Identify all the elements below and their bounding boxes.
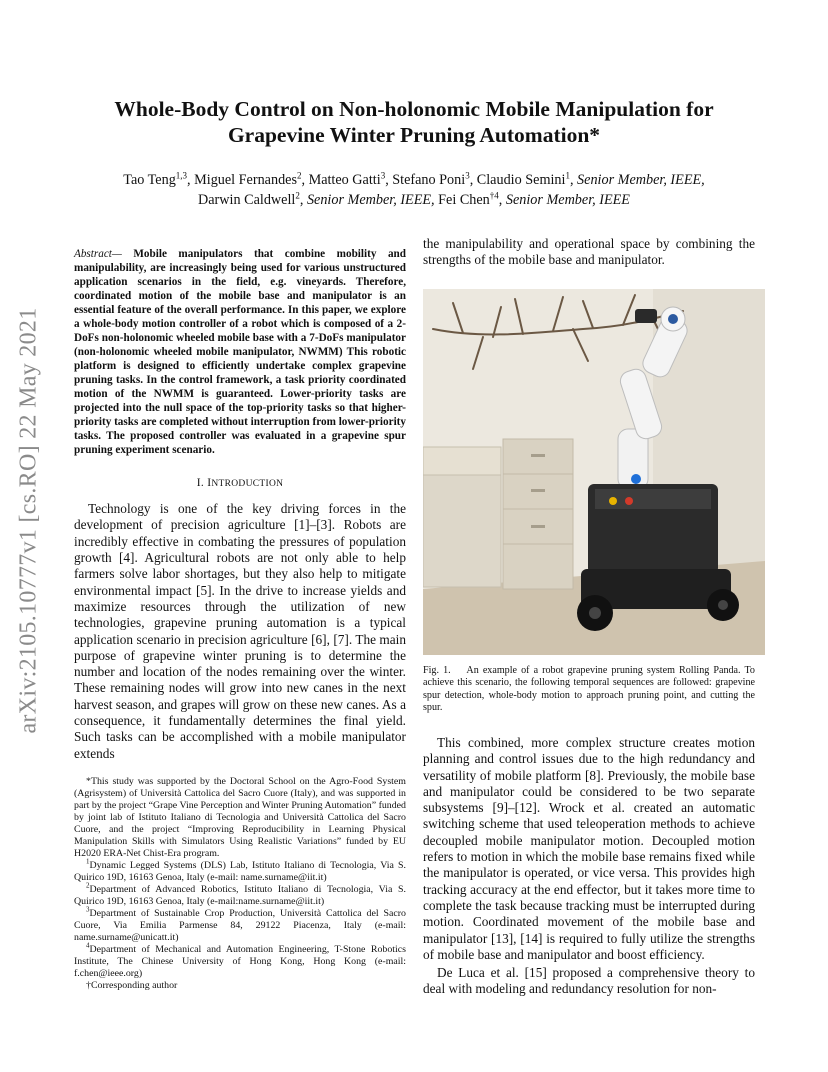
footnote-text: Department of Mechanical and Automation Engineering, T-Stone Robotics Institute, The Chinese University of Hong Kong, Hong Kong (e-mail: f.chen@ieee.org) — [74, 943, 406, 979]
robot-pruning-photo — [423, 289, 765, 655]
section-heading-rest: NTRODUCTION — [211, 479, 284, 490]
footnote-text: Department of Advanced Robotics, Istituto Italiano di Tecnologia, Via S. Quirico 19D, 16163 Genoa, Italy (e-mail:name.surname@iit.it) — [74, 883, 406, 907]
paragraph-de-luca: De Luca et al. [15] proposed a comprehensive theory to deal with modeling and redundancy resolution for non- — [423, 965, 755, 997]
affiliation-mark: 3 — [465, 170, 470, 181]
affiliation-mark: 3 — [380, 170, 386, 181]
affiliation-mark: †4 — [489, 190, 499, 201]
footnote-mark: 2 — [86, 881, 90, 890]
footnote-text: Dynamic Legged Systems (DLS) Lab, Istituto Italiano di Tecnologia, Via S. Quirico 19D, 16163 Genoa, Italy (e-mail: name.surname@iit.it) — [74, 859, 406, 883]
author-role: Senior Member, IEEE, — [577, 172, 705, 188]
arxiv-stamp — [14, 280, 44, 760]
abstract-lead: Abstract— — [74, 248, 122, 261]
intro-paragraph: Technology is one of the key driving forces in the development of precision agriculture [1]–[3]. Robots are incredibly effective in combating the pressures of population growth [4]. Agricultural robots are not only able to help farmers solve labor shortages, but they also help to mitigate environmental impact [5]. In the drive to increase yields and maximize resources through the utilization of new technologies, grapevine pruning automation is a typical application scenario in precision agriculture [6], [7]. The main purpose of grapevine winter pruning is to determine the number and location of the nodes remaining over the winter. These remaining nodes will grow into new canes in the next harvest season, and grapes will grow on these new canes. As a consequence, it fundamentally determines the final yield. Such tasks can be accomplished with a mobile manipulator extends — [74, 501, 406, 761]
author-role: Senior Member, IEEE, — [306, 192, 435, 208]
right-body — [423, 735, 755, 998]
footnote-mark: 4 — [86, 941, 90, 950]
left-column — [74, 236, 406, 992]
paper-title — [60, 96, 768, 148]
section-number: I. — [196, 477, 208, 490]
authors-line-1: Tao Teng$^{1,3}$, Miguel Fernandes$^2$, Matteo Gatti$^3$, Stefano Poni$^3$, Claudio Semini$^1$, Senior Member, IEEE, — [123, 170, 705, 188]
section-heading-initial: I — [207, 477, 212, 490]
authors-line-2: Darwin Caldwell$^2$, Senior Member, IEEE, Fei Chen$^{\dagger 4}$, Senior Member, IEEE — [198, 190, 630, 208]
arxiv-identifier: arXiv:2105.10777v1 [cs.RO] 22 May 2021 — [15, 306, 42, 734]
abstract-text: Mobile manipulators that combine mobility and manipulability, are increasingly being used for various unstructured application scenarios in the field, e.g. vineyards. Therefore, coordinated motion of the mobile base and manipulator is an essential feature of the overall performance. In this paper, we explore a whole-body motion controller of a robot which is composed of a 2-DoFs non-holonomic wheeled mobile base with a 7-DoFs manipulator (non-holonomic wheeled mobile manipulator, NWMM) This robotic platform is designed to efficiently undertake complex grapevine pruning tasks. In the control framework, a task priority coordinated motion of the NWMM is guaranteed. Lower-priority tasks are projected into the null space of the top-priority tasks so that higher-priority tasks are completed without interruption from lower-priority tasks. The proposed controller was evaluated in a grapevine spur pruning experiment scenario. — [74, 248, 406, 457]
title-line-2: Grapevine Winter Pruning Automation* — [227, 123, 601, 147]
section-heading-introduction — [74, 477, 406, 489]
paragraph-coordination: This combined, more complex structure creates motion planning and control issues due to the high redundancy and versatility of mobile platform [8]. Previously, the mobile base and manipulator could be considered to be two separate subsystems [9]–[12]. Wrock et al. created an automatic switching scheme that used teleoperation methods to achieve decoupled mobile manipulator motion. Decoupled motion refers to motion in which the mobile base remains fixed while the manipulator is operated, or vice versa. This provides high tracking accuracy at the end effector, but it takes more time to complete the task because tracking must be interrupted during motion. Coordinated movement of the mobile base and manipulator [13], [14] is required to fully utilize the strengths of mobile base and manipulator and boost efficiency. — [423, 734, 755, 962]
footnote-mark: 1 — [86, 857, 90, 866]
footnote-mark: 3 — [86, 905, 90, 914]
figure-1-caption — [423, 665, 755, 715]
figure-label: Fig. 1. — [423, 664, 451, 676]
author-name: Darwin Caldwell — [198, 192, 296, 208]
author-name: Tao Teng — [123, 172, 176, 188]
affiliation-mark: 2 — [296, 170, 302, 181]
affiliation-mark: 1,3 — [175, 170, 188, 181]
footnote-text: Department of Sustainable Crop Production, Università Cattolica del Sacro Cuore, Via Emilia Parmense 84, 29122 Piacenza, Italy (e-mail: name.surname@unicatt.it) — [74, 907, 406, 943]
figure-1-photo — [423, 289, 765, 655]
funding-footnote: *This study was supported by the Doctoral School on the Agro-Food System (Agrisystem) of Università Cattolica del Sacro Cuore (Italy), and was supported in part by the project “Grape Vine Perception and Winter Pruning Automation” funded by joint lab of Istituto Italiano di Tecnologia and Università Cattolica del Sacro Cuore, and the project “Improving Reproducibility in Learning Physical Manipulation Skills with Simulators Using Realistic Variations” funded by EU H2020 ERA-Net Chist-Era program. — [74, 775, 406, 859]
right-column — [423, 236, 755, 998]
author-name: Miguel Fernandes — [194, 172, 297, 188]
continued-paragraph: the manipulability and operational space by combining the strengths of the mobile base and manipulator. — [423, 236, 755, 268]
affiliation-footnote-1 — [74, 857, 406, 884]
affiliation-mark: 2 — [295, 190, 300, 201]
author-name: Fei Chen — [438, 192, 490, 208]
affiliation-footnote-2 — [74, 881, 406, 908]
footnotes — [74, 776, 406, 992]
author-name: Claudio Semini — [476, 172, 566, 188]
abstract — [74, 247, 406, 457]
title-line-1: Whole-Body Control on Non-holonomic Mobile Manipulation for — [114, 97, 714, 121]
author-name: Stefano Poni — [392, 172, 466, 188]
affiliation-footnote-3 — [74, 905, 406, 944]
affiliation-footnote-4 — [74, 941, 406, 980]
corresponding-author-footnote: †Corresponding author — [86, 979, 178, 991]
figure-caption-text: An example of a robot grapevine pruning system Rolling Panda. To achieve this scenario, the following temporal sequences are followed: grapevine spur detection, whole-body motion to approach pruning point, and cutting the spur. — [423, 664, 755, 714]
affiliation-mark: 1 — [565, 170, 570, 181]
author-role: Senior Member, IEEE — [505, 192, 630, 208]
author-list — [60, 170, 768, 210]
author-name: Matteo Gatti — [308, 172, 381, 188]
